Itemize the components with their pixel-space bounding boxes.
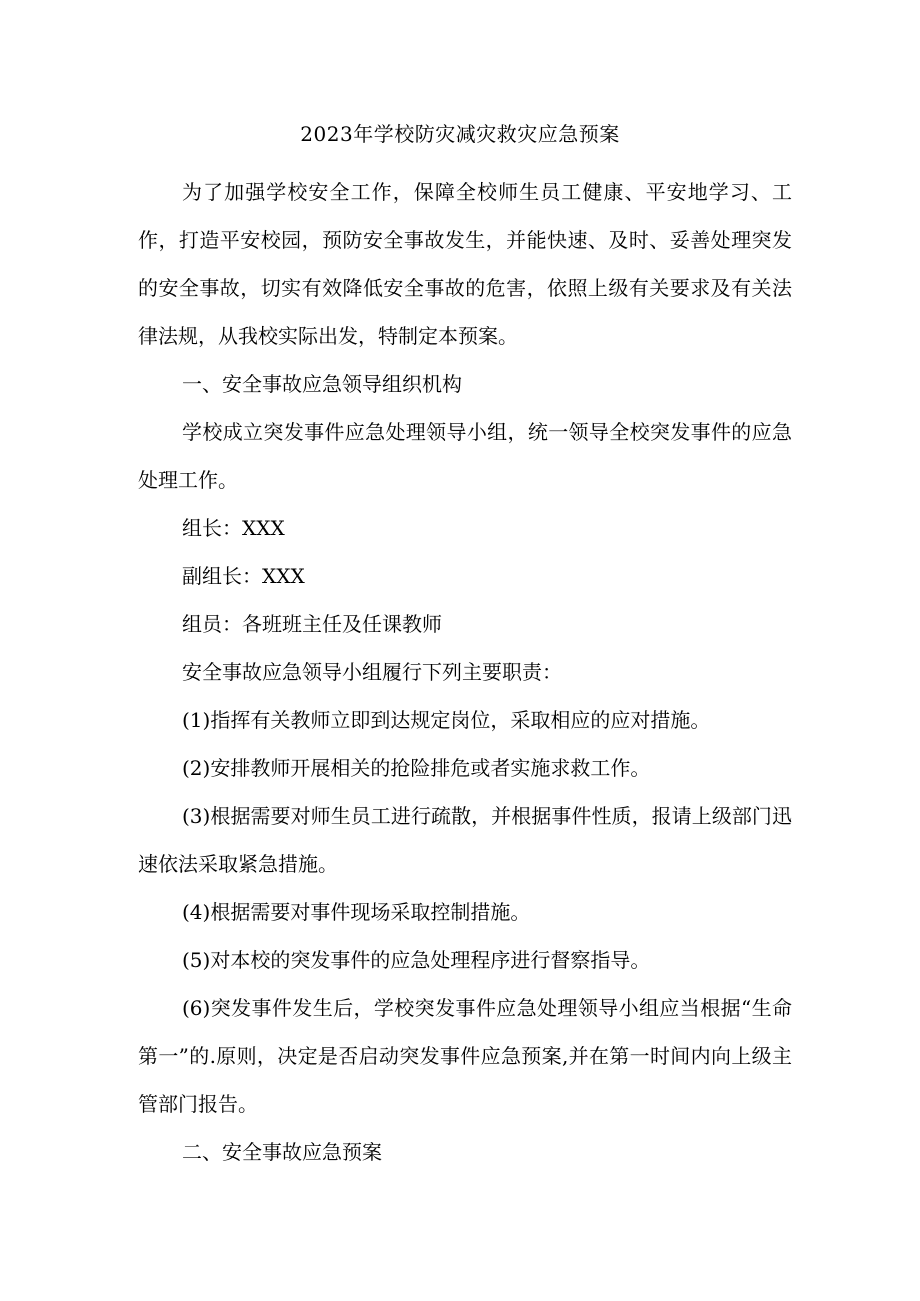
duty-item-3: (3)根据需要对师生员工进行疏散，并根据事件性质，报请上级部门迅速依法采取紧急措施。 [138,804,792,876]
section-heading-1: 一、安全事故应急领导组织机构 [182,372,462,396]
paragraph-leader: 组长：XXX [182,516,285,540]
duty-item-4: (4)根据需要对事件现场采取控制措施。 [182,900,531,924]
duty-item-5: (5)对本校的突发事件的应急处理程序进行督察指导。 [182,948,651,972]
section-heading-2: 二、安全事故应急预案 [182,1140,382,1164]
paragraph-deputy-leader: 副组长：XXX [182,564,305,588]
paragraph-duties-intro: 安全事故应急领导小组履行下列主要职责： [182,660,562,684]
duty-item-1: (1)指挥有关教师立即到达规定岗位，采取相应的应对措施。 [182,708,711,732]
paragraph-members: 组员：各班班主任及任课教师 [182,612,442,636]
paragraph-group: 学校成立突发事件应急处理领导小组，统一领导全校突发事件的应急处理工作。 [138,420,792,492]
document-body [138,168,792,1176]
duty-item-6: (6)突发事件发生后，学校突发事件应急处理领导小组应当根据“生命第一”的.原则，决定是否启动突发事件应急预案,并在第一时间内向上级主管部门报告。 [138,996,792,1116]
paragraph-intro: 为了加强学校安全工作，保障全校师生员工健康、平安地学习、工作，打造平安校园，预防安全事故发生，并能快速、及时、妥善处理突发的安全事故，切实有效降低安全事故的危害，依照上级有关要求及有关法律法规，从我校实际出发，特制定本预案。 [138,180,792,348]
document-title: 2023年学校防灾减灾救灾应急预案 [300,122,620,146]
duty-item-2: (2)安排教师开展相关的抢险排危或者实施求救工作。 [182,756,651,780]
